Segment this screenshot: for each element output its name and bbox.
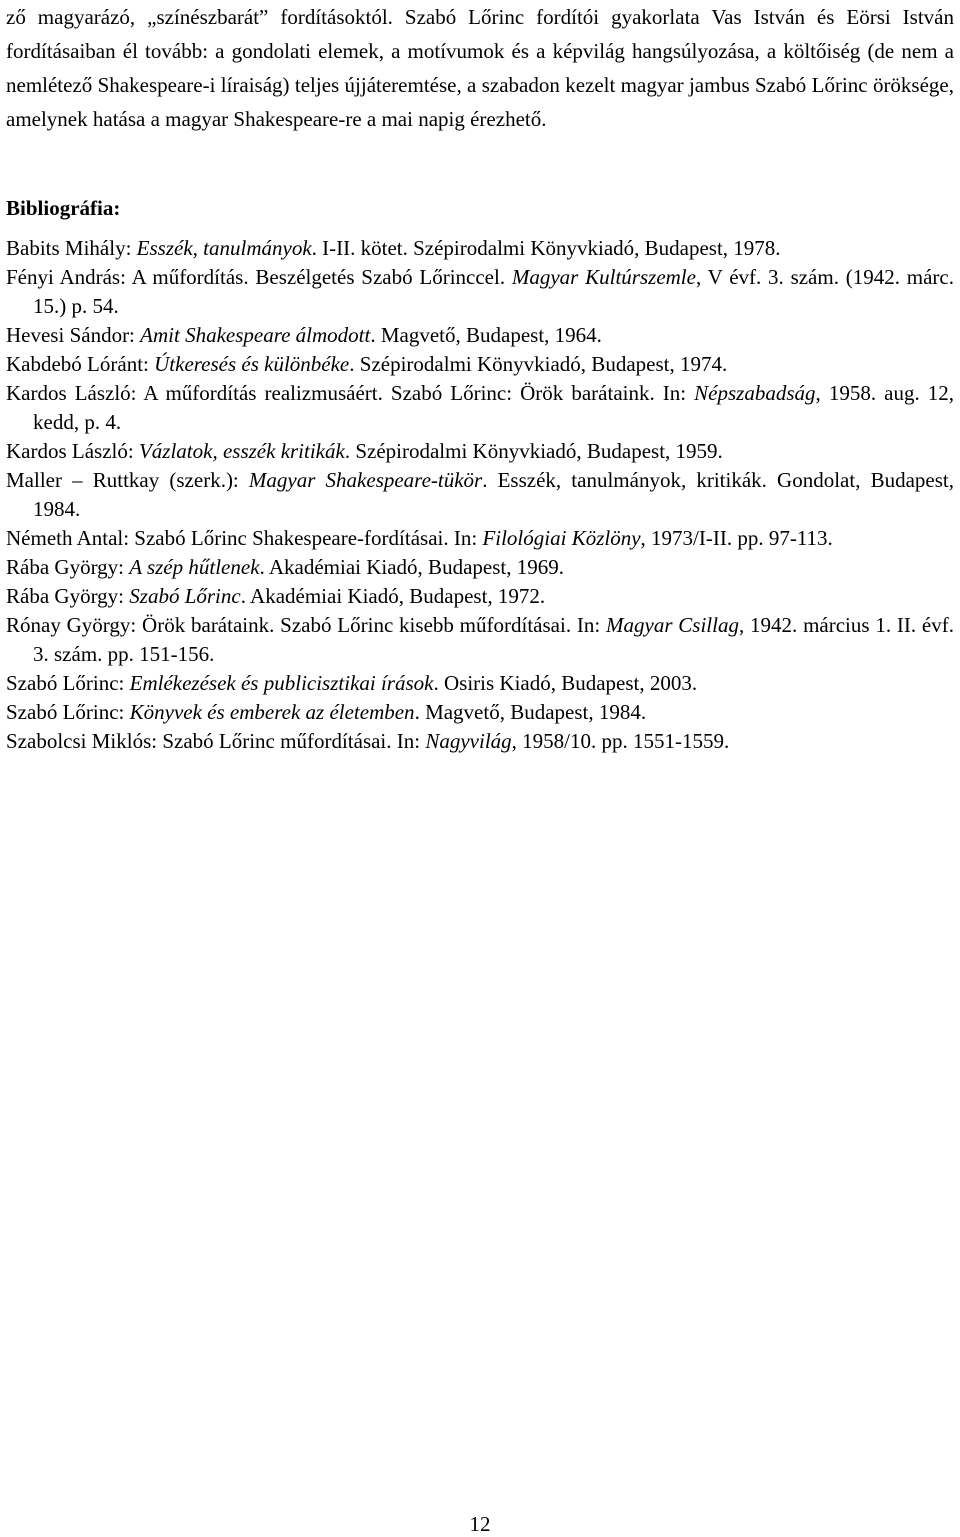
bibliography-entry: Rába György: Szabó Lőrinc. Akadémiai Kiadó, Budapest, 1972. xyxy=(6,584,546,608)
page-number: 12 xyxy=(469,1512,491,1536)
bibliography-entry: Szabolcsi Miklós: Szabó Lőrinc műfordításai. In: Nagyvilág, 1958/10. pp. 1551-1559. xyxy=(6,729,730,753)
body-paragraph: ző magyarázó, „színészbarát” fordításoktól. Szabó Lőrinc fordítói gyakorlata Vas István és Eörsi István fordításaiban él tovább: a gondolati elemek, a motívumok és a képvilág hangsúlyozása, a költőiség (de nem a nemlétező Shakespeare-i líraiság) teljes újjáteremtése, a szabadon kezelt magyar jambus Szabó Lőrinc öröksége, amelynek hatása a magyar Shakespeare-re a mai napig érezhető. xyxy=(6,5,954,131)
bibliography-entry: Kardos László: A műfordítás realizmusáért. Szabó Lőrinc: Örök barátaink. In: Népszabadság, 1958. aug. 12, kedd, p. 4. xyxy=(6,381,954,434)
bibliography-entry: Rába György: A szép hűtlenek. Akadémiai Kiadó, Budapest, 1969. xyxy=(6,555,564,579)
document-page xyxy=(6,0,954,756)
bibliography-list xyxy=(6,234,954,756)
bibliography-entry: Szabó Lőrinc: Emlékezések és publicisztikai írások. Osiris Kiadó, Budapest, 2003. xyxy=(6,671,698,695)
bibliography-entry: Fényi András: A műfordítás. Beszélgetés Szabó Lőrinccel. Magyar Kultúrszemle, V évf. 3. szám. (1942. márc. 15.) p. 54. xyxy=(6,265,954,318)
bibliography-entry: Babits Mihály: Esszék, tanulmányok. I-II. kötet. Szépirodalmi Könyvkiadó, Budapest, 1978. xyxy=(6,236,781,260)
bibliography-entry: Németh Antal: Szabó Lőrinc Shakespeare-fordításai. In: Filológiai Közlöny, 1973/I-II. pp. 97-113. xyxy=(6,526,833,550)
bibliography-entry: Kabdebó Lóránt: Útkeresés és különbéke. Szépirodalmi Könyvkiadó, Budapest, 1974. xyxy=(6,352,728,376)
bibliography-entry: Rónay György: Örök barátaink. Szabó Lőrinc kisebb műfordításai. In: Magyar Csillag, 1942. március 1. II. évf. 3. szám. pp. 151-156. xyxy=(6,613,954,666)
bibliography-entry: Szabó Lőrinc: Könyvek és emberek az életemben. Magvető, Budapest, 1984. xyxy=(6,700,647,724)
bibliography-entry: Kardos László: Vázlatok, esszék kritikák. Szépirodalmi Könyvkiadó, Budapest, 1959. xyxy=(6,439,723,463)
bibliography-entry: Hevesi Sándor: Amit Shakespeare álmodott. Magvető, Budapest, 1964. xyxy=(6,323,602,347)
bibliography-heading: Bibliográfia: xyxy=(6,196,121,220)
bibliography-entry: Maller – Ruttkay (szerk.): Magyar Shakespeare-tükör. Esszék, tanulmányok, kritikák. Gondolat, Budapest, 1984. xyxy=(6,468,955,521)
